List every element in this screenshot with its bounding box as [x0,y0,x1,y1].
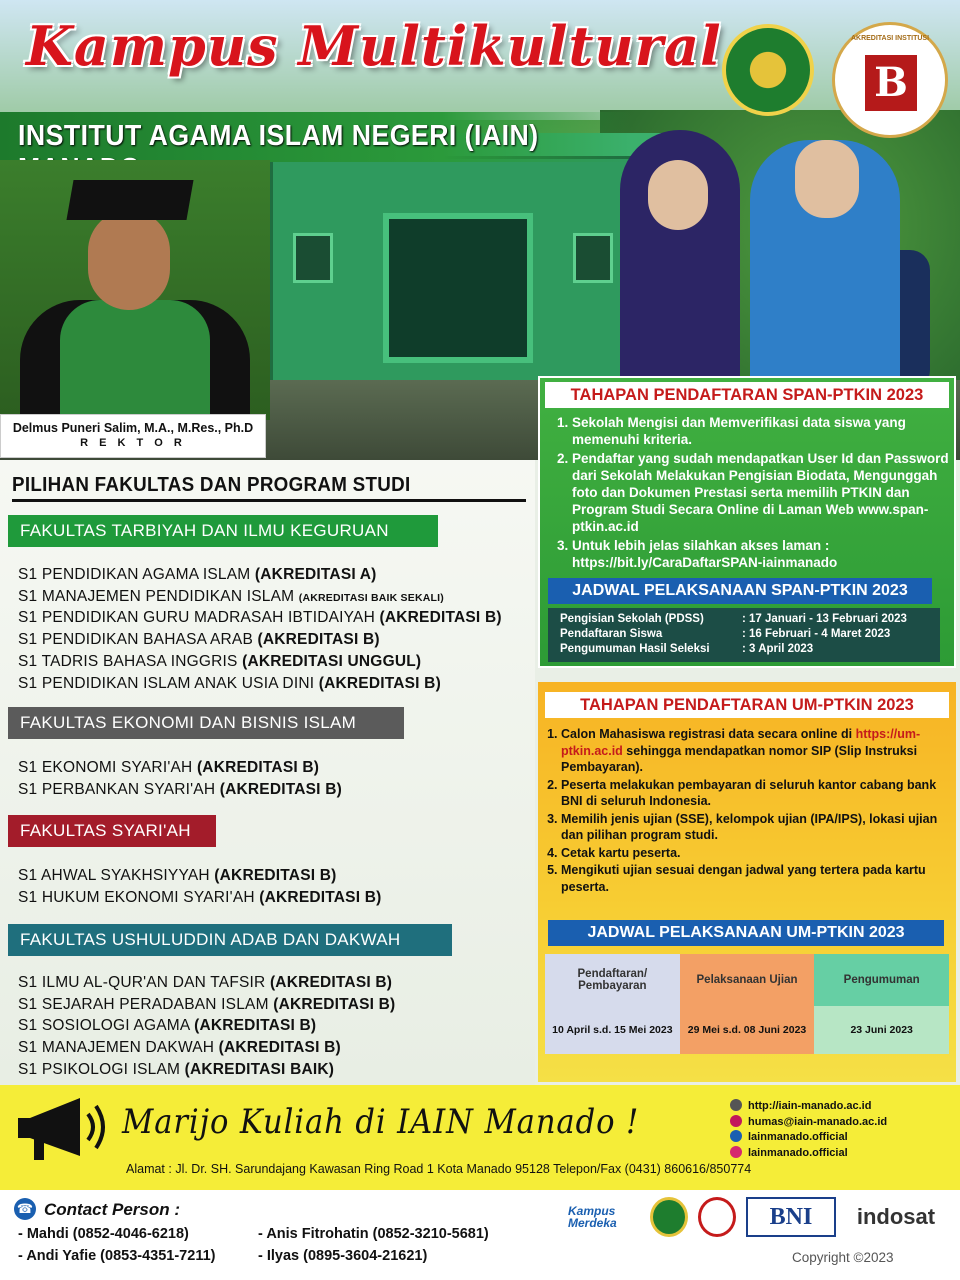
contact-person: - Anis Fitrohatin (0852-3210-5681) [258,1226,489,1242]
accreditation-label: (AKREDITASI BAIK SEKALI) [298,591,444,604]
program-item [18,1059,334,1081]
instagram-icon [730,1146,742,1158]
phone-icon: ☎ [14,1198,36,1220]
program-item [18,564,377,586]
rector-caption [0,414,266,458]
slogan: Marijo Kuliah di IAIN Manado ! [122,1102,640,1142]
accreditation-label: (AKREDITASI UNGGUL) [242,652,422,670]
um-step: 5. Mengikuti ujian sesuai dengan jadwal yang tertera pada kartu peserta. [561,862,953,895]
program-name: S1 PENDIDIKAN AGAMA ISLAM [18,566,255,583]
accreditation-label: (AKREDITASI BAIK) [184,1060,335,1078]
indosat-logo: indosat [856,1204,936,1229]
bni-logo: BNI [746,1197,836,1237]
partner-logos [568,1192,948,1242]
program-name: S1 SOSIOLOGI AGAMA [18,1017,195,1035]
um-step: 4. Cetak kartu peserta. [561,845,953,862]
program-name: S1 PENDIDIKAN ISLAM ANAK USIA DINI [18,674,319,692]
um-steps [545,726,953,896]
partner-seal-icon [698,1197,736,1237]
span-step: 1. Sekolah Mengisi dan Memverifikasi data siswa yang memenuhi kriteria. [572,414,950,448]
program-item [18,972,392,994]
accreditation-grade: B [865,55,917,111]
span-schedule-title: JADWAL PELAKSANAAN SPAN-PTKIN 2023 [548,578,932,604]
um-step: 3. Memilih jenis ujian (SSE), kelompok ujian (IPA/IPS), lokasi ujian dan pilihan program studi. [561,811,953,844]
um-title: TAHAPAN PENDAFTARAN UM-PTKIN 2023 [545,692,949,718]
program-name: S1 PERBANKAN SYARI'AH [18,780,220,798]
kemenag-logo-icon [650,1197,688,1237]
globe-icon [730,1099,742,1111]
web-link[interactable] [730,1146,887,1162]
span-title: TAHAPAN PENDAFTARAN SPAN-PTKIN 2023 [545,382,949,408]
um-schedule-table [545,954,949,1054]
contact-person: - Andi Yafie (0853-4351-7211) [18,1248,216,1264]
schedule-value: : 17 Januari - 13 Februari 2023 [742,613,907,625]
program-item [18,629,380,651]
address: Alamat : Jl. Dr. SH. Sarundajang Kawasan Ring Road 1 Kota Manado 95128 Telepon/Fax (0431) 860616/850774 [126,1162,752,1176]
program-name: S1 PENDIDIKAN GURU MADRASAH IBTIDAIYAH [18,609,380,627]
program-name: S1 PENDIDIKAN BAHASA ARAB [18,631,258,649]
institution-banner [0,112,632,162]
copyright: Copyright ©2023 [792,1250,894,1265]
accreditation-label: (AKREDITASI B) [379,609,502,627]
schedule-column-header: Pendaftaran/ Pembayaran [545,954,680,1006]
accreditation-label: (AKREDITASI B) [318,674,441,692]
faculty-header: FAKULTAS SYARI'AH [8,815,216,847]
span-step: 3. Untuk lebih jelas silahkan akses laman : https://bit.ly/CaraDaftarSPAN-iainmanado [572,537,950,571]
program-item [18,1015,316,1037]
contact-person: - Ilyas (0895-3604-21621) [258,1248,428,1264]
schedule-column-value: 29 Mei s.d. 08 Juni 2023 [680,1006,815,1054]
heading-divider [12,499,526,502]
web-link[interactable] [730,1099,887,1115]
program-item [18,887,381,909]
rector-title: R E K T O R [80,437,186,449]
mail-icon [730,1115,742,1127]
schedule-value: : 3 April 2023 [742,643,814,655]
um-step-text: sehingga mendapatkan nomor SIP (Slip Instruksi Pembayaran). [561,743,918,774]
program-name: S1 TADRIS BAHASA INGGRIS [18,652,243,670]
accreditation-logo [832,22,948,138]
faculty-header: FAKULTAS EKONOMI DAN BISNIS ISLAM [8,707,404,739]
faculty-header: FAKULTAS USHULUDDIN ADAB DAN DAKWAH [8,924,452,956]
program-name: S1 MANAJEMEN PENDIDIKAN ISLAM [18,587,299,605]
um-schedule-title: JADWAL PELAKSANAAN UM-PTKIN 2023 [548,920,944,946]
web-link-text: http://iain-manado.ac.id [748,1100,872,1112]
schedule-column-header: Pelaksanaan Ujian [680,954,815,1006]
span-step: 2. Pendaftar yang sudah mendapatkan User Id dan Password dari Sekolah Melakukan Pengisian Biodata, Mengunggah foto dan Dokumen Prestasi serta memilih PTKIN dan Program Studi Secara Online di Laman Web www.span-ptkin.ac.id [572,450,950,535]
schedule-column-header: Pengumuman [814,954,949,1006]
accreditation-label: (AKREDITASI B) [257,631,380,649]
accreditation-label: (AKREDITASI B) [259,888,382,906]
um-step-text: Calon Mahasiswa registrasi data secara online di [561,727,856,741]
accreditation-label: (AKREDITASI B) [194,1017,317,1035]
span-steps [550,414,950,573]
schedule-column [545,954,680,1054]
schedule-label: Pengumuman Hasil Seleksi [560,643,710,655]
program-item [18,779,342,801]
program-name: S1 HUKUM EKONOMI SYARI'AH [18,888,260,906]
accreditation-label: (AKREDITASI B) [269,974,393,991]
faculties-heading: PILIHAN FAKULTAS DAN PROGRAM STUDI [12,474,411,496]
rector-name: Delmus Puneri Salim, M.A., M.Res., Ph.D [12,421,254,435]
schedule-label: Pengisian Sekolah (PDSS) [560,613,704,625]
campus-building [270,150,640,400]
facebook-icon [730,1130,742,1142]
accreditation-label: (AKREDITASI B) [214,867,337,884]
institution-name: INSTITUT AGAMA ISLAM NEGERI (IAIN) [18,120,539,152]
contact-person: - Mahdi (0852-4046-6218) [18,1226,189,1242]
schedule-column-value: 10 April s.d. 15 Mei 2023 [545,1006,680,1054]
span-schedule [548,608,940,662]
students-illustration [600,130,940,390]
um-ptkin-link[interactable]: https://um-ptkin.ac.id [561,727,921,758]
program-name: S1 AHWAL SYAKHSIYYAH [18,867,215,884]
accreditation-label: (AKREDITASI A) [254,566,377,583]
accreditation-label: (AKREDITASI B) [273,995,396,1013]
program-item [18,757,319,779]
schedule-row [560,612,928,627]
program-item [18,865,337,887]
program-name: S1 EKONOMI SYARI'AH [18,759,197,776]
schedule-row [560,627,928,642]
program-name: S1 PSIKOLOGI ISLAM [18,1060,185,1078]
schedule-label: Pendaftaran Siswa [560,628,663,640]
faculty-header: FAKULTAS TARBIYAH DAN ILMU KEGURUAN [8,515,438,547]
iain-logo-icon [722,24,814,116]
program-item [18,1037,341,1059]
schedule-column [814,954,949,1054]
rector-photo [0,160,270,420]
program-item [18,586,444,609]
web-link[interactable] [730,1115,887,1131]
schedule-value: : 16 Februari - 4 Maret 2023 [742,628,891,640]
accreditation-logo-text: AKREDITASI INSTITUSI [850,35,930,42]
kampus-merdeka-logo: Kampus Merdeka [568,1204,617,1230]
um-step: 2. Peserta melakukan pembayaran di seluruh kantor cabang bank BNI di seluruh Indonesia. [561,777,953,810]
accreditation-label: (AKREDITASI B) [219,780,342,798]
web-link-text: lainmanado.official [748,1131,848,1143]
um-step [561,726,953,776]
megaphone-icon [12,1094,112,1164]
web-link-text: lainmanado.official [748,1146,848,1159]
program-item [18,607,502,629]
script-title: Kampus Multikultural [26,14,722,78]
schedule-row [560,642,928,657]
accreditation-label: (AKREDITASI B) [218,1039,341,1057]
program-name: S1 ILMU AL-QUR'AN DAN TAFSIR [18,974,270,991]
contact-title: Contact Person : [44,1200,181,1219]
program-name: S1 MANAJEMEN DAKWAH [18,1039,219,1057]
accreditation-label: (AKREDITASI B) [196,759,320,776]
web-link-text: humas@iain-manado.ac.id [748,1115,888,1128]
web-contacts [730,1099,887,1161]
program-item [18,673,441,695]
program-item [18,651,421,673]
program-item [18,994,395,1016]
schedule-column-value: 23 Juni 2023 [814,1006,949,1054]
web-link[interactable] [730,1130,887,1146]
schedule-column [680,954,815,1054]
program-name: S1 SEJARAH PERADABAN ISLAM [18,995,274,1013]
